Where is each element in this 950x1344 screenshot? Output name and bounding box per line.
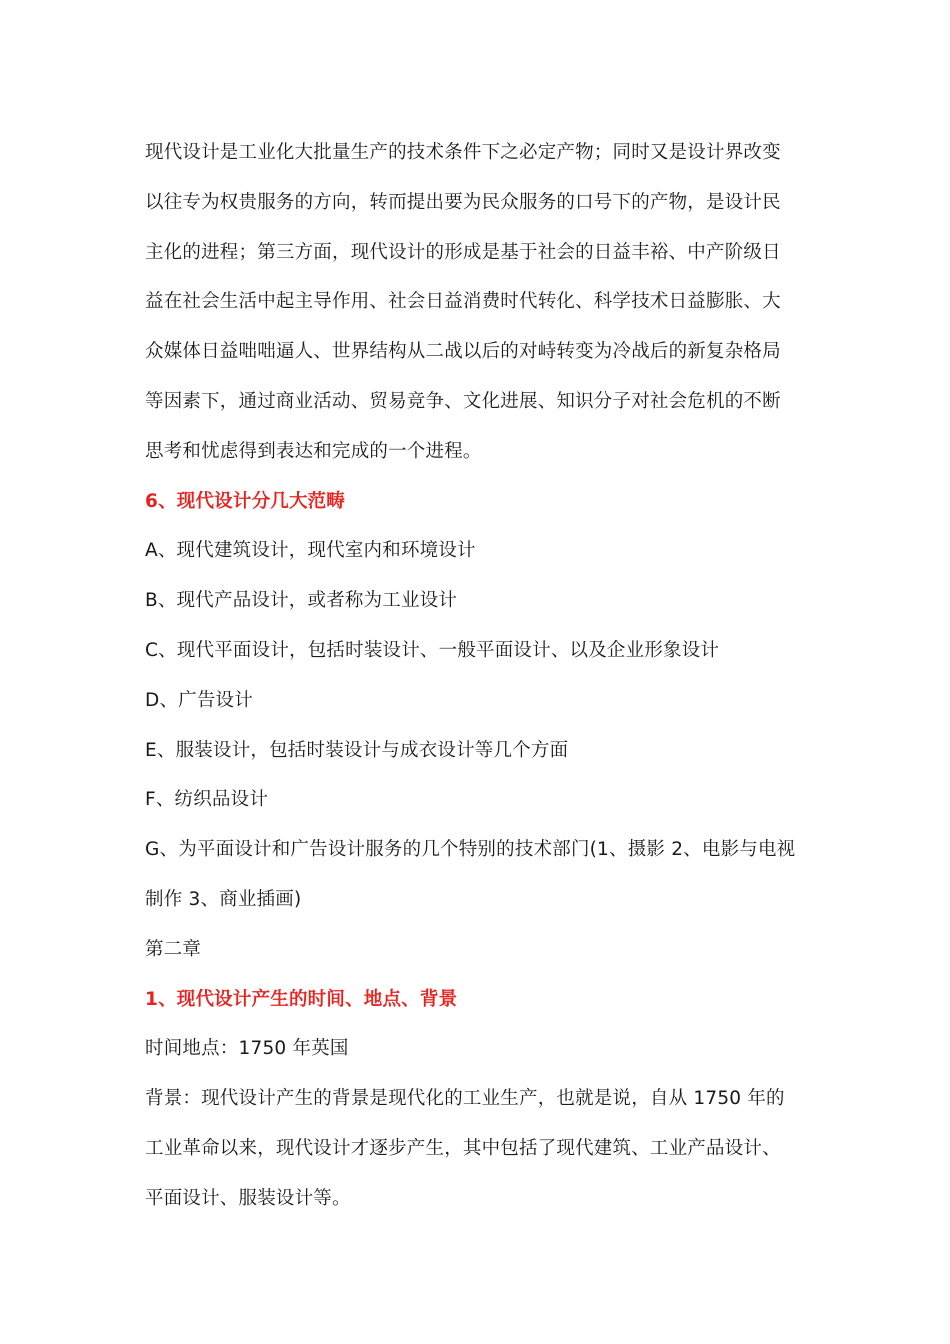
document-page: [145, 128, 810, 1224]
category-g: G、为平面设计和广告设计服务的几个特别的技术部门(1、摄影 2、电影与电视: [145, 839, 796, 861]
chapter-label: 第二章: [145, 938, 202, 960]
background-line-3: 平面设计、服装设计等。: [145, 1187, 351, 1209]
intro-line-4: 益在社会生活中起主导作用、社会日益消费时代转化、科学技术日益膨胀、大: [145, 291, 781, 313]
section-1-heading: 1、现代设计产生的时间、地点、背景: [145, 988, 458, 1010]
background-line-2: 工业革命以来，现代设计才逐步产生，其中包括了现代建筑、工业产品设计、: [145, 1137, 781, 1159]
intro-line-2: 以往专为权贵服务的方向，转而提出要为民众服务的口号下的产物，是设计民: [145, 191, 781, 213]
category-c: C、现代平面设计，包括时装设计、一般平面设计、以及企业形象设计: [145, 639, 720, 661]
intro-line-5: 众媒体日益咄咄逼人、世界结构从二战以后的对峙转变为冷战后的新复杂格局: [145, 341, 781, 363]
intro-line-1: 现代设计是工业化大批量生产的技术条件下之必定产物；同时又是设计界改变: [145, 142, 781, 163]
category-e: E、服装设计，包括时装设计与成衣设计等几个方面: [145, 739, 569, 761]
section-6-heading: 6、现代设计分几大范畴: [145, 490, 346, 512]
category-d: D、广告设计: [145, 689, 253, 711]
category-f: F、纺织品设计: [145, 789, 269, 811]
intro-line-3: 主化的进程；第三方面，现代设计的形成是基于社会的日益丰裕、中产阶级日: [145, 241, 781, 263]
category-a: A、现代建筑设计，现代室内和环境设计: [145, 540, 476, 562]
intro-line-7: 思考和忧虑得到表达和完成的一个进程。: [145, 440, 482, 462]
intro-line-6: 等因素下，通过商业活动、贸易竞争、文化进展、知识分子对社会危机的不断: [145, 390, 781, 412]
background-line-1: 背景：现代设计产生的背景是现代化的工业生产，也就是说，自从 1750 年的: [145, 1088, 785, 1110]
category-b: B、现代产品设计，或者称为工业设计: [145, 590, 458, 612]
category-g-continued: 制作 3、商业插画): [145, 888, 302, 910]
time-place-line: 时间地点：1750 年英国: [145, 1038, 349, 1060]
